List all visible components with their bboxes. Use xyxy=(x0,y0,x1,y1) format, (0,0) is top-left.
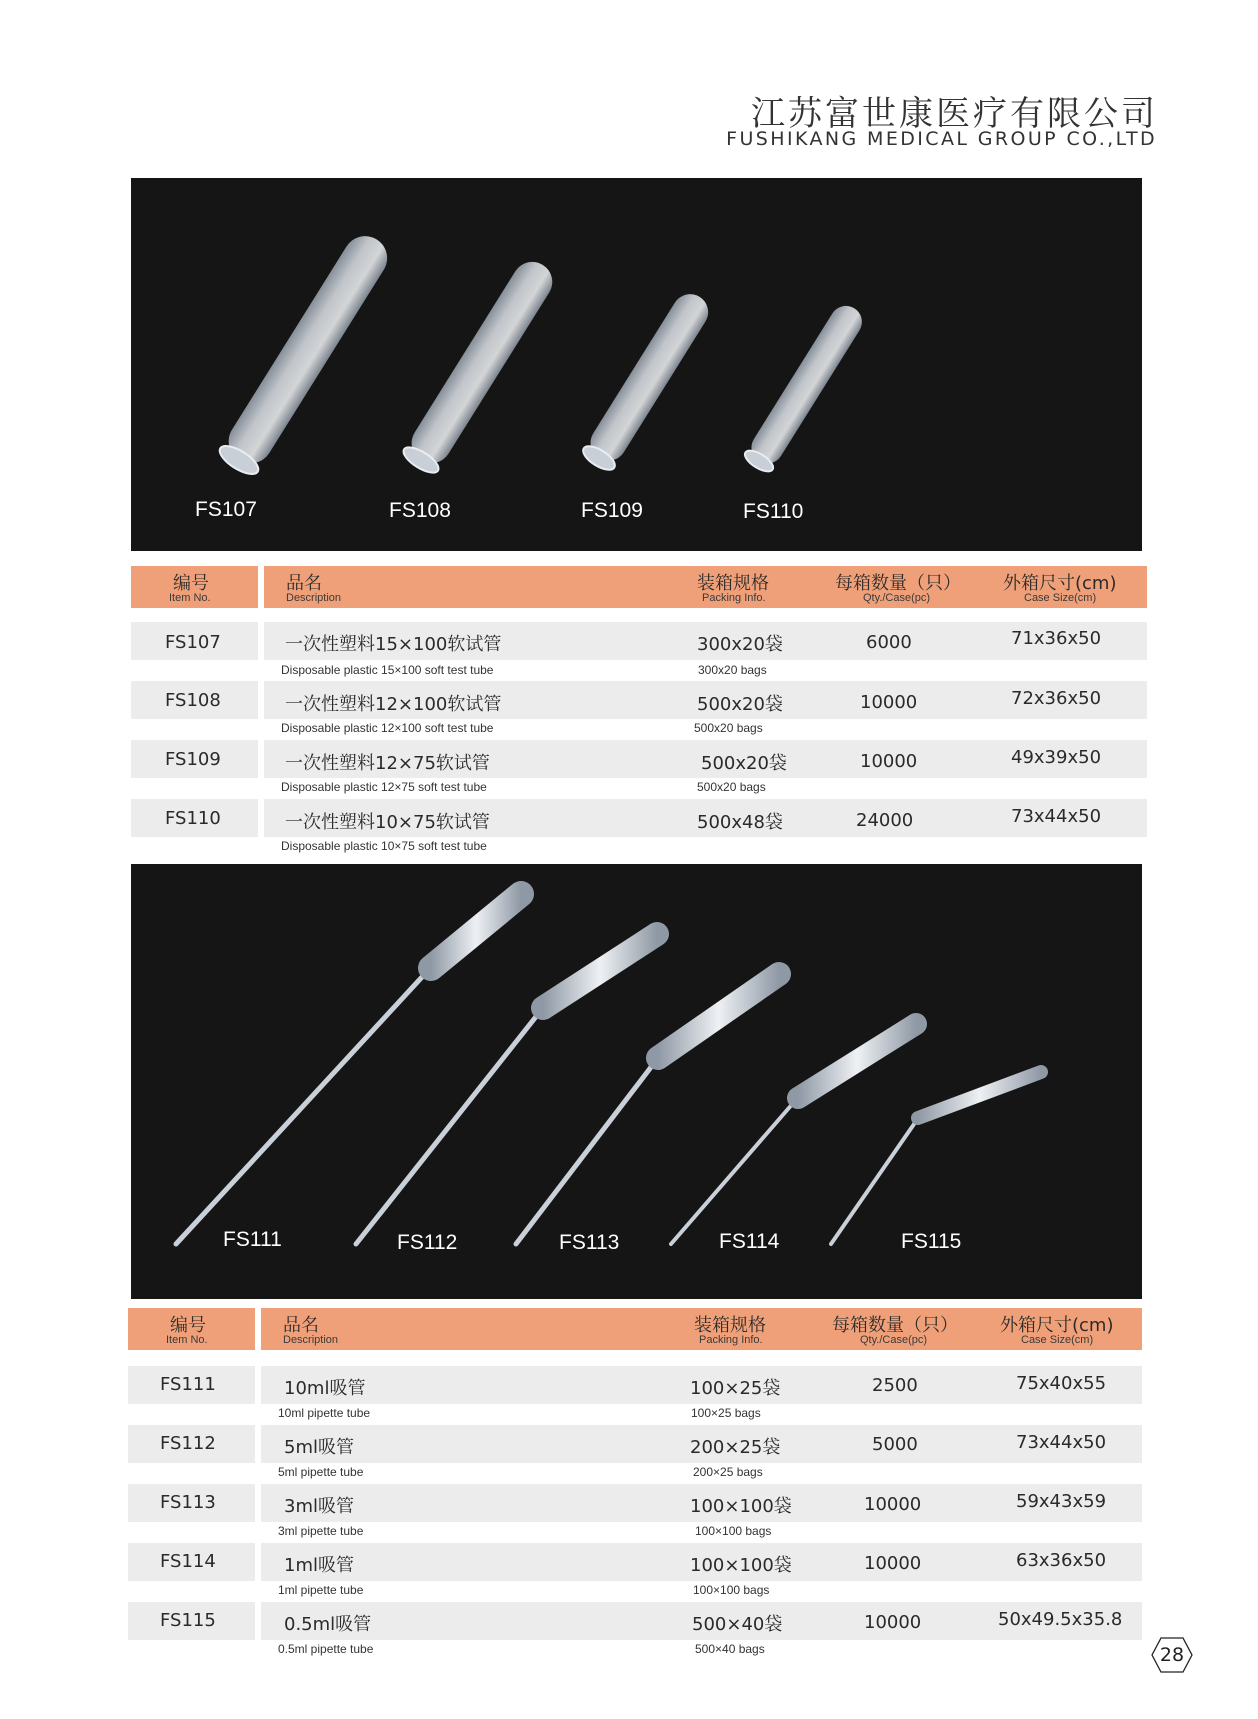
col-qty-en: Qty./Case(pc) xyxy=(863,592,931,604)
company-name-en: FUSHIKANG MEDICAL GROUP CO.,LTD xyxy=(726,128,1157,150)
case-size: 75x40x55 xyxy=(1016,1373,1107,1394)
table-row xyxy=(131,799,1147,853)
photo-label-fs108: FS108 xyxy=(389,499,451,522)
description: 3ml吸管 xyxy=(284,1496,354,1517)
col-case-cn: 外箱尺寸(cm) xyxy=(1003,573,1117,594)
tube-fs109 xyxy=(579,287,714,474)
pipette-fs111 xyxy=(176,894,521,1244)
col-case-cn: 外箱尺寸(cm) xyxy=(1000,1315,1114,1336)
quantity: 24000 xyxy=(856,810,914,831)
description-en: 5ml pipette tube xyxy=(278,1465,364,1479)
pipette-fs115 xyxy=(831,1072,1041,1244)
quantity: 10000 xyxy=(860,692,918,713)
packing-en: 100×100 bags xyxy=(693,1583,770,1597)
description: 一次性塑料10×75软试管 xyxy=(285,812,490,833)
col-item-cn: 编号 xyxy=(173,573,209,594)
pipette-photo xyxy=(131,864,1142,1299)
case-size: 50x49.5x35.8 xyxy=(998,1609,1123,1630)
packing-en: 100×100 bags xyxy=(695,1524,772,1538)
case-size: 71x36x50 xyxy=(1011,628,1102,649)
tube-fs107 xyxy=(216,228,396,479)
table-row xyxy=(128,1543,1142,1597)
col-pack-en: Packing Info. xyxy=(699,1334,763,1346)
description: 1ml吸管 xyxy=(284,1555,354,1576)
item-no: FS109 xyxy=(165,749,221,770)
description-en: 1ml pipette tube xyxy=(278,1583,364,1597)
page-number-text: 28 xyxy=(1159,1644,1185,1666)
quantity: 10000 xyxy=(864,1553,922,1574)
col-desc-cn: 品名 xyxy=(283,1315,319,1336)
col-item-en: Item No. xyxy=(166,1334,208,1346)
packing: 500×40袋 xyxy=(692,1614,783,1635)
description: 5ml吸管 xyxy=(284,1437,354,1458)
packing: 100×100袋 xyxy=(690,1555,792,1576)
case-size: 73x44x50 xyxy=(1011,806,1102,827)
item-no: FS110 xyxy=(165,808,221,829)
test-tube-photo xyxy=(131,178,1142,551)
company-name-cn: 江苏富世康医疗有限公司 xyxy=(751,94,1158,134)
photo-label-fs113: FS113 xyxy=(559,1231,620,1254)
pipette-fs112 xyxy=(356,934,657,1244)
photo-label-fs107: FS107 xyxy=(195,498,257,521)
case-size: 63x36x50 xyxy=(1016,1550,1107,1571)
table-row xyxy=(131,740,1147,794)
tube-fs110 xyxy=(742,300,868,476)
packing: 100×25袋 xyxy=(690,1378,781,1399)
photo-label-fs115: FS115 xyxy=(901,1230,962,1253)
col-case-en: Case Size(cm) xyxy=(1021,1334,1094,1346)
case-size: 73x44x50 xyxy=(1016,1432,1107,1453)
description: 一次性塑料12×100软试管 xyxy=(285,694,502,715)
description-en: Disposable plastic 12×75 soft test tube xyxy=(281,780,487,794)
pipette-fs113 xyxy=(516,974,779,1244)
col-pack-cn: 装箱规格 xyxy=(697,573,769,594)
packing: 100×100袋 xyxy=(690,1496,792,1517)
col-pack-en: Packing Info. xyxy=(702,592,766,604)
table2-header xyxy=(128,1308,1142,1350)
case-size: 72x36x50 xyxy=(1011,688,1102,709)
packing: 500x20袋 xyxy=(701,753,787,774)
item-no: FS111 xyxy=(160,1374,216,1395)
description: 10ml吸管 xyxy=(284,1378,366,1399)
description: 一次性塑料12×75软试管 xyxy=(285,753,490,774)
photo-label-fs114: FS114 xyxy=(719,1230,780,1253)
photo-label-fs111: FS111 xyxy=(223,1228,282,1251)
description-en: 3ml pipette tube xyxy=(278,1524,364,1538)
table-row xyxy=(128,1366,1142,1420)
photo-label-fs109: FS109 xyxy=(581,499,643,522)
description-en: Disposable plastic 10×75 soft test tube xyxy=(281,839,487,853)
col-pack-cn: 装箱规格 xyxy=(694,1315,766,1336)
case-size: 59x43x59 xyxy=(1016,1491,1107,1512)
page-number xyxy=(1150,1636,1194,1674)
table-row xyxy=(128,1425,1142,1479)
description-en: 10ml pipette tube xyxy=(278,1406,371,1420)
description-en: Disposable plastic 15×100 soft test tube xyxy=(281,663,494,677)
col-desc-cn: 品名 xyxy=(286,573,322,594)
packing: 500x20袋 xyxy=(697,694,783,715)
packing-en: 500x20 bags xyxy=(694,721,763,735)
col-qty-en: Qty./Case(pc) xyxy=(860,1334,928,1346)
col-item-en: Item No. xyxy=(169,592,211,604)
item-no: FS108 xyxy=(165,690,221,711)
packing-en: 500×40 bags xyxy=(695,1642,765,1656)
table-row xyxy=(128,1602,1142,1656)
col-item-cn: 编号 xyxy=(170,1315,206,1336)
packing: 200×25袋 xyxy=(690,1437,781,1458)
item-no: FS112 xyxy=(160,1433,216,1454)
case-size: 49x39x50 xyxy=(1011,747,1102,768)
item-no: FS107 xyxy=(165,632,221,653)
photo-label-fs112: FS112 xyxy=(397,1231,458,1254)
quantity: 10000 xyxy=(864,1612,922,1633)
packing-en: 100×25 bags xyxy=(691,1406,761,1420)
packing: 300x20袋 xyxy=(697,634,783,655)
photo-label-fs110: FS110 xyxy=(743,500,804,523)
col-qty-cn: 每箱数量（只） xyxy=(835,573,961,594)
col-case-en: Case Size(cm) xyxy=(1024,592,1097,604)
description: 一次性塑料15×100软试管 xyxy=(285,634,502,655)
table-row xyxy=(128,1484,1142,1538)
packing-en: 200×25 bags xyxy=(693,1465,763,1479)
quantity: 6000 xyxy=(866,632,912,653)
item-no: FS113 xyxy=(160,1492,216,1513)
table1-header xyxy=(131,566,1147,608)
item-no: FS114 xyxy=(160,1551,216,1572)
packing-en: 300x20 bags xyxy=(698,663,767,677)
description-en: 0.5ml pipette tube xyxy=(278,1642,374,1656)
quantity: 10000 xyxy=(864,1494,922,1515)
packing-en: 500x20 bags xyxy=(697,780,766,794)
item-no: FS115 xyxy=(160,1610,216,1631)
quantity: 5000 xyxy=(872,1434,918,1455)
tube-fs108 xyxy=(400,254,560,477)
col-qty-cn: 每箱数量（只） xyxy=(832,1315,958,1336)
quantity: 10000 xyxy=(860,751,918,772)
table-row xyxy=(131,681,1147,735)
table-row xyxy=(131,622,1147,677)
col-desc-en: Description xyxy=(286,592,342,604)
quantity: 2500 xyxy=(872,1375,918,1396)
pipette-fs114 xyxy=(671,1024,916,1244)
col-desc-en: Description xyxy=(283,1334,339,1346)
packing: 500x48袋 xyxy=(697,812,783,833)
description-en: Disposable plastic 12×100 soft test tube xyxy=(281,721,494,735)
description: 0.5ml吸管 xyxy=(284,1614,372,1635)
